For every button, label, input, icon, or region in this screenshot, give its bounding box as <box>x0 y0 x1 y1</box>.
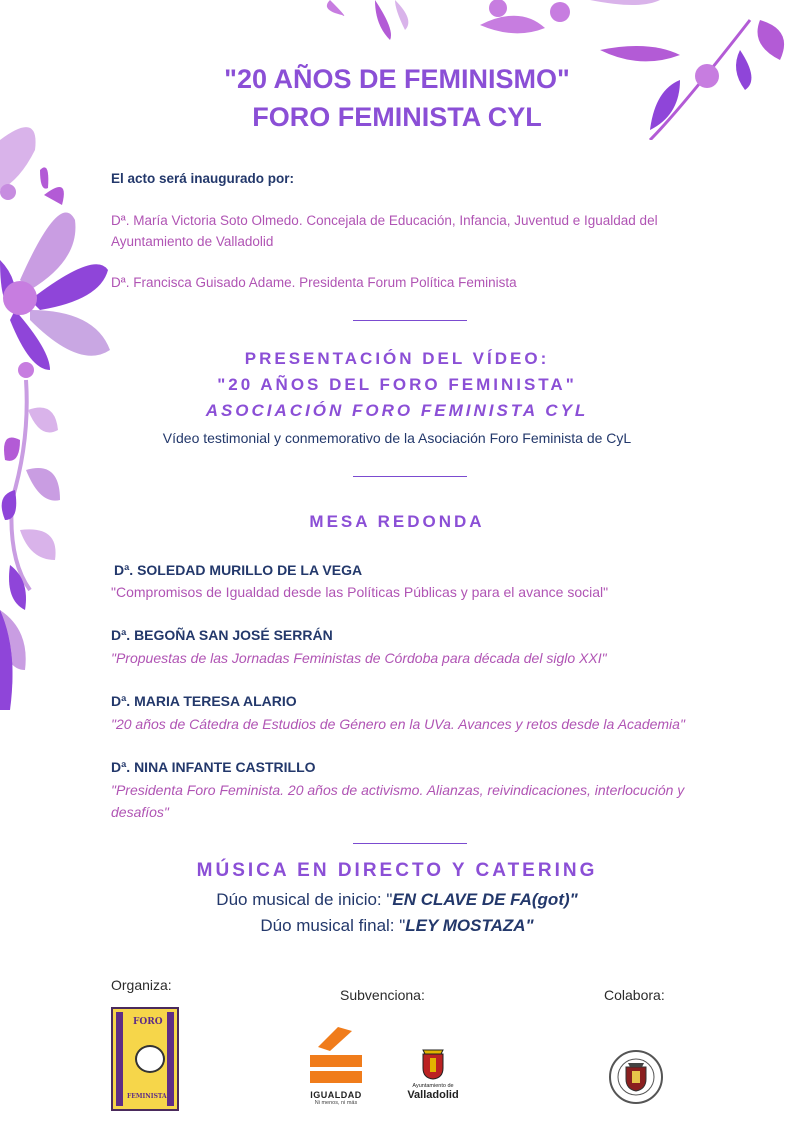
video-heading-1: PRESENTACIÓN DEL VÍDEO: <box>244 349 550 368</box>
inaugurator-1-line1: Dª. María Victoria Soto Olmedo. Concejala de Educación, Infancia, Juventud e Igualdad del <box>111 213 658 228</box>
divider <box>353 476 467 477</box>
university-seal-icon <box>608 1049 664 1105</box>
speaker-talk: "Compromisos de Igualdad desde las Políticas Públicas y para el avance social" <box>111 584 609 600</box>
foro-logo-top-text: FORO <box>133 1017 163 1027</box>
speaker-name: Dª. NINA INFANTE CASTRILLO <box>111 759 316 775</box>
igualdad-logo <box>308 1027 364 1107</box>
speaker-name: Dª. BEGOÑA SAN JOSÉ SERRÁN <box>111 627 333 643</box>
foro-feminista-logo <box>111 1007 179 1111</box>
speaker-talk-line2: desafíos" <box>111 804 169 820</box>
speaker-name: Dª. MARIA TERESA ALARIO <box>111 693 297 709</box>
music-opening-name: EN CLAVE DE FA(got)" <box>392 890 578 909</box>
valladolid-logo-text: Valladolid <box>407 1089 459 1101</box>
music-heading: MÚSICA EN DIRECTO Y CATERING <box>196 860 598 881</box>
music-opening-line <box>0 888 794 912</box>
inaugurator-2: Dª. Francisca Guisado Adame. Presidenta Forum Política Feminista <box>111 275 517 290</box>
petal-decoration-left-bottom <box>0 610 16 710</box>
divider <box>353 320 467 321</box>
subvenciona-label: Subvenciona: <box>340 987 425 1003</box>
video-description: Vídeo testimonial y conmemorativo de la Asociación Foro Feminista de CyL <box>162 430 632 446</box>
speaker-talk: "Propuestas de las Jornadas Feministas de Córdoba para década del siglo XXI" <box>111 650 607 666</box>
foro-logo-bottom-text: FEMINISTA <box>127 1093 167 1100</box>
valladolid-logo-small-text: Ayuntamiento de <box>412 1083 454 1089</box>
inaugurator-1-line2: Ayuntamiento de Valladolid <box>111 234 274 249</box>
video-heading-3: ASOCIACIÓN FORO FEMINISTA CYL <box>205 401 589 420</box>
inauguration-label: El acto será inaugurado por: <box>111 171 295 186</box>
divider <box>353 843 467 844</box>
music-closing-label: Dúo musical final: " <box>260 916 406 935</box>
organiza-label: Organiza: <box>111 977 172 993</box>
music-opening-label: Dúo musical de inicio: " <box>216 890 393 909</box>
speaker-talk-line1: "Presidenta Foro Feminista. 20 años de activismo. Alianzas, reivindicaciones, interlocución y <box>111 782 685 798</box>
round-table-heading: MESA REDONDA <box>309 512 485 531</box>
valladolid-crest-icon <box>418 1048 448 1080</box>
speaker-talk: "20 años de Cátedra de Estudios de Género en la UVa. Avances y retos desde la Academia" <box>111 716 685 732</box>
music-closing-line <box>0 914 794 938</box>
igualdad-tagline: Ni menos, ni más <box>314 1100 358 1106</box>
video-heading-2: "20 AÑOS DEL FORO FEMINISTA" <box>217 375 577 394</box>
speaker-name: Dª. SOLEDAD MURILLO DE LA VEGA <box>114 562 363 578</box>
main-subtitle: FORO FEMINISTA CYL <box>252 102 542 132</box>
colabora-label: Colabora: <box>604 987 665 1003</box>
igualdad-logo-text: IGUALDAD <box>310 1090 362 1100</box>
main-title: "20 AÑOS DE FEMINISMO" <box>224 64 570 94</box>
igualdad-mark-icon <box>308 1027 364 1085</box>
music-closing-name: LEY MOSTAZA" <box>405 916 534 935</box>
valladolid-logo <box>398 1048 468 1108</box>
